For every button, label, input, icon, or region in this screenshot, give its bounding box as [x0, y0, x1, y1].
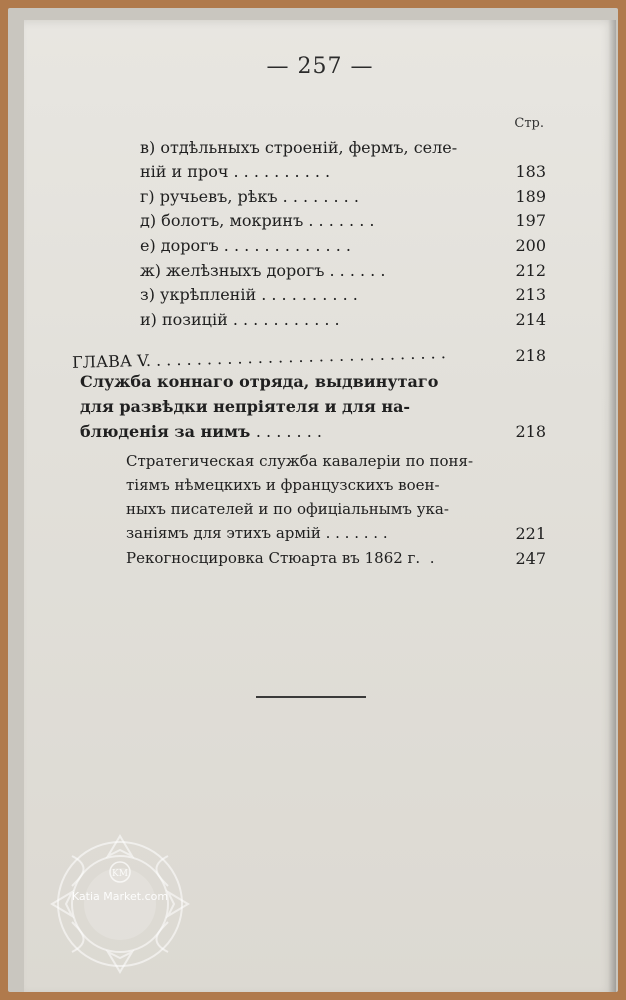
strategic-text: Стратегическая служба кавалеріи по поня- — [126, 452, 474, 470]
photo-background — [8, 8, 618, 992]
toc-entry-text: г) ручьевъ, рѣкъ . . . . . . . . — [140, 187, 359, 206]
toc-entry-text: и) позицій . . . . . . . . . . . — [140, 310, 340, 329]
section-divider — [256, 696, 366, 698]
page-number: — 257 — — [266, 54, 374, 79]
chapter-heading: ГЛАВА V. . . . . . . . . . . . . . . . . . . . . . . . . . . . . . — [71, 343, 447, 372]
toc-page-number: 218 — [515, 346, 546, 365]
toc-page-number: 212 — [515, 261, 546, 280]
toc-page-number: 221 — [515, 524, 546, 543]
toc-entry-text: в) отдѣльныхъ строеній, фермъ, селе- — [140, 138, 458, 157]
toc-page-number: 197 — [515, 211, 546, 230]
toc-entry-text: д) болотъ, мокринъ . . . . . . . — [140, 211, 375, 230]
toc-page-number: 218 — [515, 422, 546, 441]
recon-text: Рекогносцировка Стюарта въ 1862 г. . — [126, 549, 435, 567]
toc-page-number: 214 — [515, 310, 546, 329]
toc-entry-text: е) дорогъ . . . . . . . . . . . . . — [140, 236, 351, 255]
toc-entry-text: з) укрѣпленій . . . . . . . . . . — [140, 285, 358, 304]
page-column-label: Стр. — [514, 116, 544, 131]
toc-page-number: 247 — [515, 549, 546, 568]
watermark-logo — [42, 826, 198, 982]
chapter-title-text: блюденія за нимъ . . . . . . . — [80, 422, 322, 441]
strategic-text: ныхъ писателей и по офиціальнымъ ука- — [126, 500, 449, 518]
watermark-brand: Katia Market.com — [71, 890, 169, 903]
toc-entry-text: ній и проч . . . . . . . . . . — [140, 162, 331, 181]
strategic-text: тіямъ нѣмецкихъ и французскихъ воен- — [126, 476, 440, 494]
chapter-title-text: Служба коннаго отряда, выдвинутаго — [80, 372, 439, 391]
toc-page-number: 213 — [515, 285, 546, 304]
watermark-monogram: KM — [112, 869, 128, 879]
chapter-title-text: для развѣдки непріятеля и для на- — [80, 397, 411, 416]
page-edge-shadow — [608, 20, 616, 992]
toc-page-number: 183 — [515, 162, 546, 181]
strategic-text: заніямъ для этихъ армій . . . . . . . — [126, 524, 388, 542]
toc-page-number: 189 — [515, 187, 546, 206]
ornament-icon — [42, 826, 198, 982]
toc-entry-text: ж) желѣзныхъ дорогъ . . . . . . — [140, 261, 386, 280]
toc-page-number: 200 — [515, 236, 546, 255]
